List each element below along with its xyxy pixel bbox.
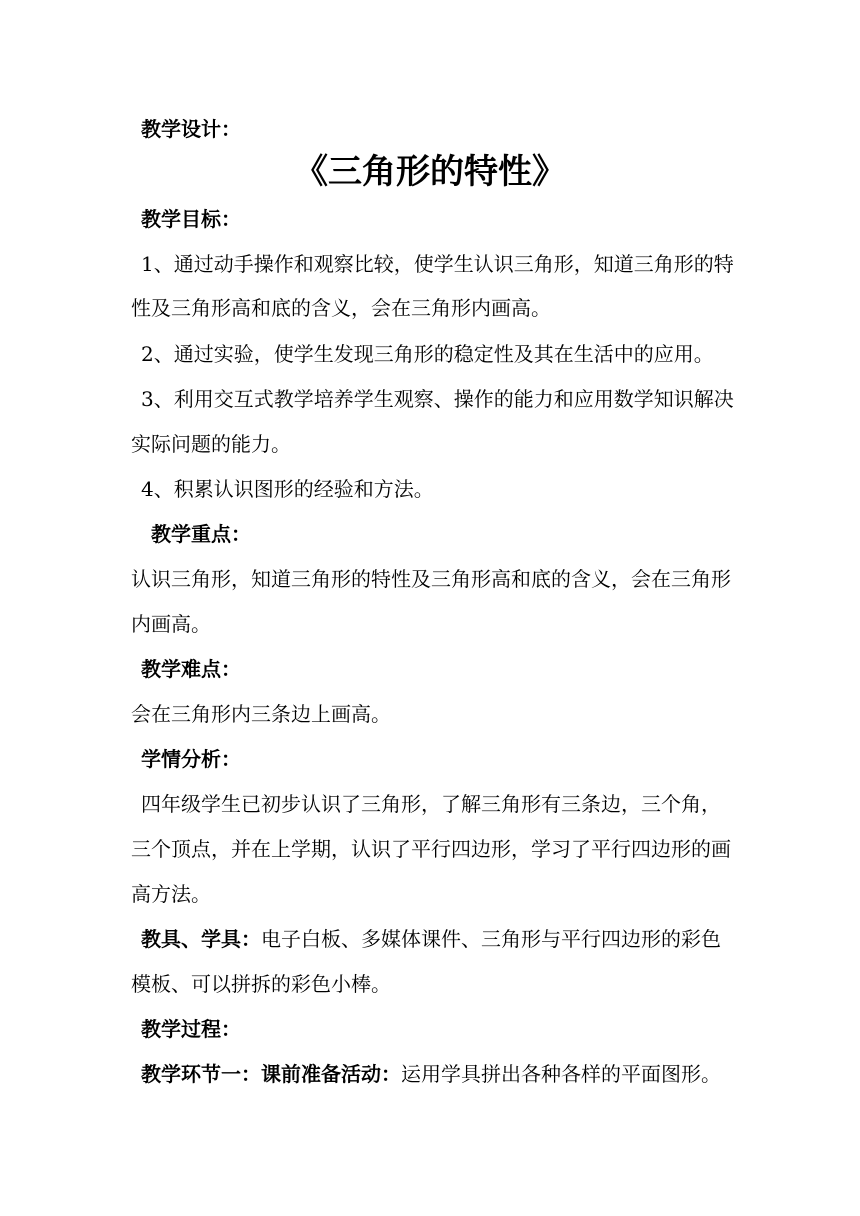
tools-heading: 教具、学具：	[141, 927, 261, 951]
tools-text-1: 电子白板、多媒体课件、三角形与平行四边形的彩色	[261, 927, 721, 951]
tools-line-2: 模板、可以拼拆的彩色小棒。	[131, 972, 391, 996]
document-header: 教学设计：	[141, 117, 241, 141]
objective-4: 4、积累认识图形的经验和方法。	[141, 477, 434, 501]
objective-1-line-1: 1、通过动手操作和观察比较，使学生认识三角形，知道三角形的特	[141, 252, 734, 276]
objective-2: 2、通过实验，使学生发现三角形的稳定性及其在生活中的应用。	[141, 342, 714, 366]
difficulty-text: 会在三角形内三条边上画高。	[131, 702, 391, 726]
analysis-line-2: 三个顶点，并在上学期，认识了平行四边形，学习了平行四边形的画	[131, 837, 731, 861]
analysis-line-3: 高方法。	[131, 882, 211, 906]
analysis-line-1: 四年级学生已初步认识了三角形，了解三角形有三条边，三个角，	[141, 792, 721, 816]
step-1-heading: 教学环节一：课前准备活动：	[141, 1062, 401, 1086]
process-heading: 教学过程：	[141, 1017, 241, 1041]
objective-3-line-1: 3、利用交互式教学培养学生观察、操作的能力和应用数学知识解决	[141, 387, 734, 411]
key-points-line-1: 认识三角形，知道三角形的特性及三角形高和底的含义，会在三角形	[131, 567, 731, 591]
difficulty-heading: 教学难点：	[141, 657, 241, 681]
tools-line-1	[141, 926, 721, 952]
key-points-heading: 教学重点：	[151, 522, 251, 546]
analysis-heading: 学情分析：	[141, 747, 241, 771]
document-title: 《三角形的特性》	[294, 152, 566, 192]
objective-3-line-2: 实际问题的能力。	[131, 432, 291, 456]
objectives-heading: 教学目标：	[141, 207, 241, 231]
step-1-line	[141, 1061, 721, 1087]
objective-1-line-2: 性及三角形高和底的含义，会在三角形内画高。	[131, 296, 551, 320]
key-points-line-2: 内画高。	[131, 612, 211, 636]
step-1-text: 运用学具拼出各种各样的平面图形。	[401, 1062, 721, 1086]
